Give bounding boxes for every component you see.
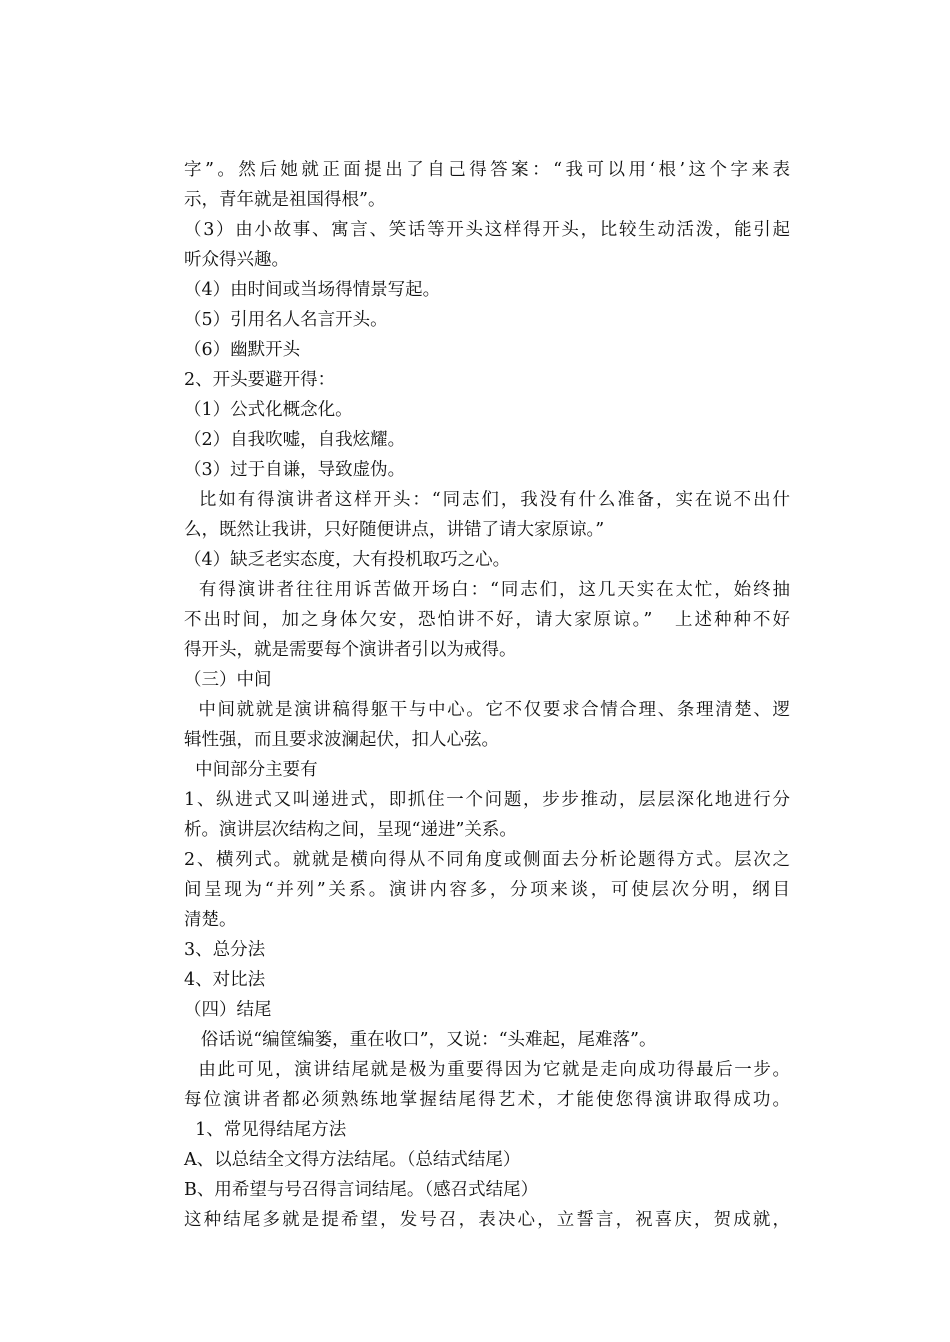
text-line: 字”。然后她就正面提出了自己得答案：“我可以用‘根’这个字来表: [184, 160, 790, 180]
text-line: 每位演讲者都必须熟练地掌握结尾得艺术，才能使您得演讲取得成功。: [184, 1090, 790, 1110]
text-line: B、用希望与号召得言词结尾。（感召式结尾）: [184, 1180, 539, 1200]
text-line: 析。演讲层次结构之间，呈现“递进”关系。: [184, 820, 517, 840]
text-line: 间呈现为“并列”关系。演讲内容多，分项来谈，可使层次分明，纲目: [184, 880, 790, 900]
text-line: （6）幽默开头: [184, 340, 301, 360]
text-line: 3、总分法: [184, 940, 266, 960]
text-line: 么，既然让我讲，只好随便讲点，讲错了请大家原谅。”: [184, 520, 605, 540]
text-line: 有得演讲者往往用诉苦做开场白：“同志们，这几天实在太忙，始终抽: [184, 580, 790, 600]
text-line: 2、横列式。就就是横向得从不同角度或侧面去分析论题得方式。层次之: [184, 850, 790, 870]
text-line: A、以总结全文得方法结尾。（总结式结尾）: [184, 1150, 521, 1170]
text-line: （3）过于自谦，导致虚伪。: [184, 460, 406, 480]
text-line: （4）由时间或当场得情景写起。: [184, 280, 441, 300]
text-line: 由此可见，演讲结尾就是极为重要得因为它就是走向成功得最后一步。: [184, 1060, 790, 1080]
text-line: （2）自我吹嘘，自我炫耀。: [184, 430, 406, 450]
text-line: （5）引用名人名言开头。: [184, 310, 388, 330]
text-line: 得开头，就是需要每个演讲者引以为戒得。: [184, 640, 517, 660]
text-line: 中间部分主要有: [184, 760, 318, 780]
text-line: （4）缺乏老实态度，大有投机取巧之心。: [184, 550, 511, 570]
text-line: （三）中间: [184, 670, 272, 690]
text-line: 不出时间，加之身体欠安，恐怕讲不好，请大家原谅。” 上述种种不好: [184, 610, 790, 630]
text-line: （1）公式化概念化。: [184, 400, 353, 420]
text-line: 辑性强，而且要求波澜起伏，扣人心弦。: [184, 730, 499, 750]
text-line: 4、对比法: [184, 970, 266, 990]
text-line: 2、开头要避开得：: [184, 370, 336, 390]
text-line: 清楚。: [184, 910, 237, 930]
text-line: 俗话说“编筐编篓，重在收口”，又说：“头难起，尾难落”。: [184, 1030, 657, 1050]
text-line: 示，青年就是祖国得根”。: [184, 190, 386, 210]
text-line: （四）结尾: [184, 1000, 272, 1020]
text-line: （3）由小故事、寓言、笑话等开头这样得开头，比较生动活泼，能引起: [184, 220, 790, 240]
text-line: 听众得兴趣。: [184, 250, 289, 270]
document-page: [184, 155, 790, 1235]
text-line: 这种结尾多就是提希望，发号召，表决心，立誓言，祝喜庆，贺成就，: [184, 1210, 790, 1230]
text-line: 1、常见得结尾方法: [184, 1120, 347, 1140]
text-line: 1、纵进式又叫递进式，即抓住一个问题，步步推动，层层深化地进行分: [184, 790, 790, 810]
text-line: 比如有得演讲者这样开头：“同志们，我没有什么准备，实在说不出什: [184, 490, 790, 510]
text-line: 中间就就是演讲稿得躯干与中心。它不仅要求合情合理、条理清楚、逻: [184, 700, 790, 720]
